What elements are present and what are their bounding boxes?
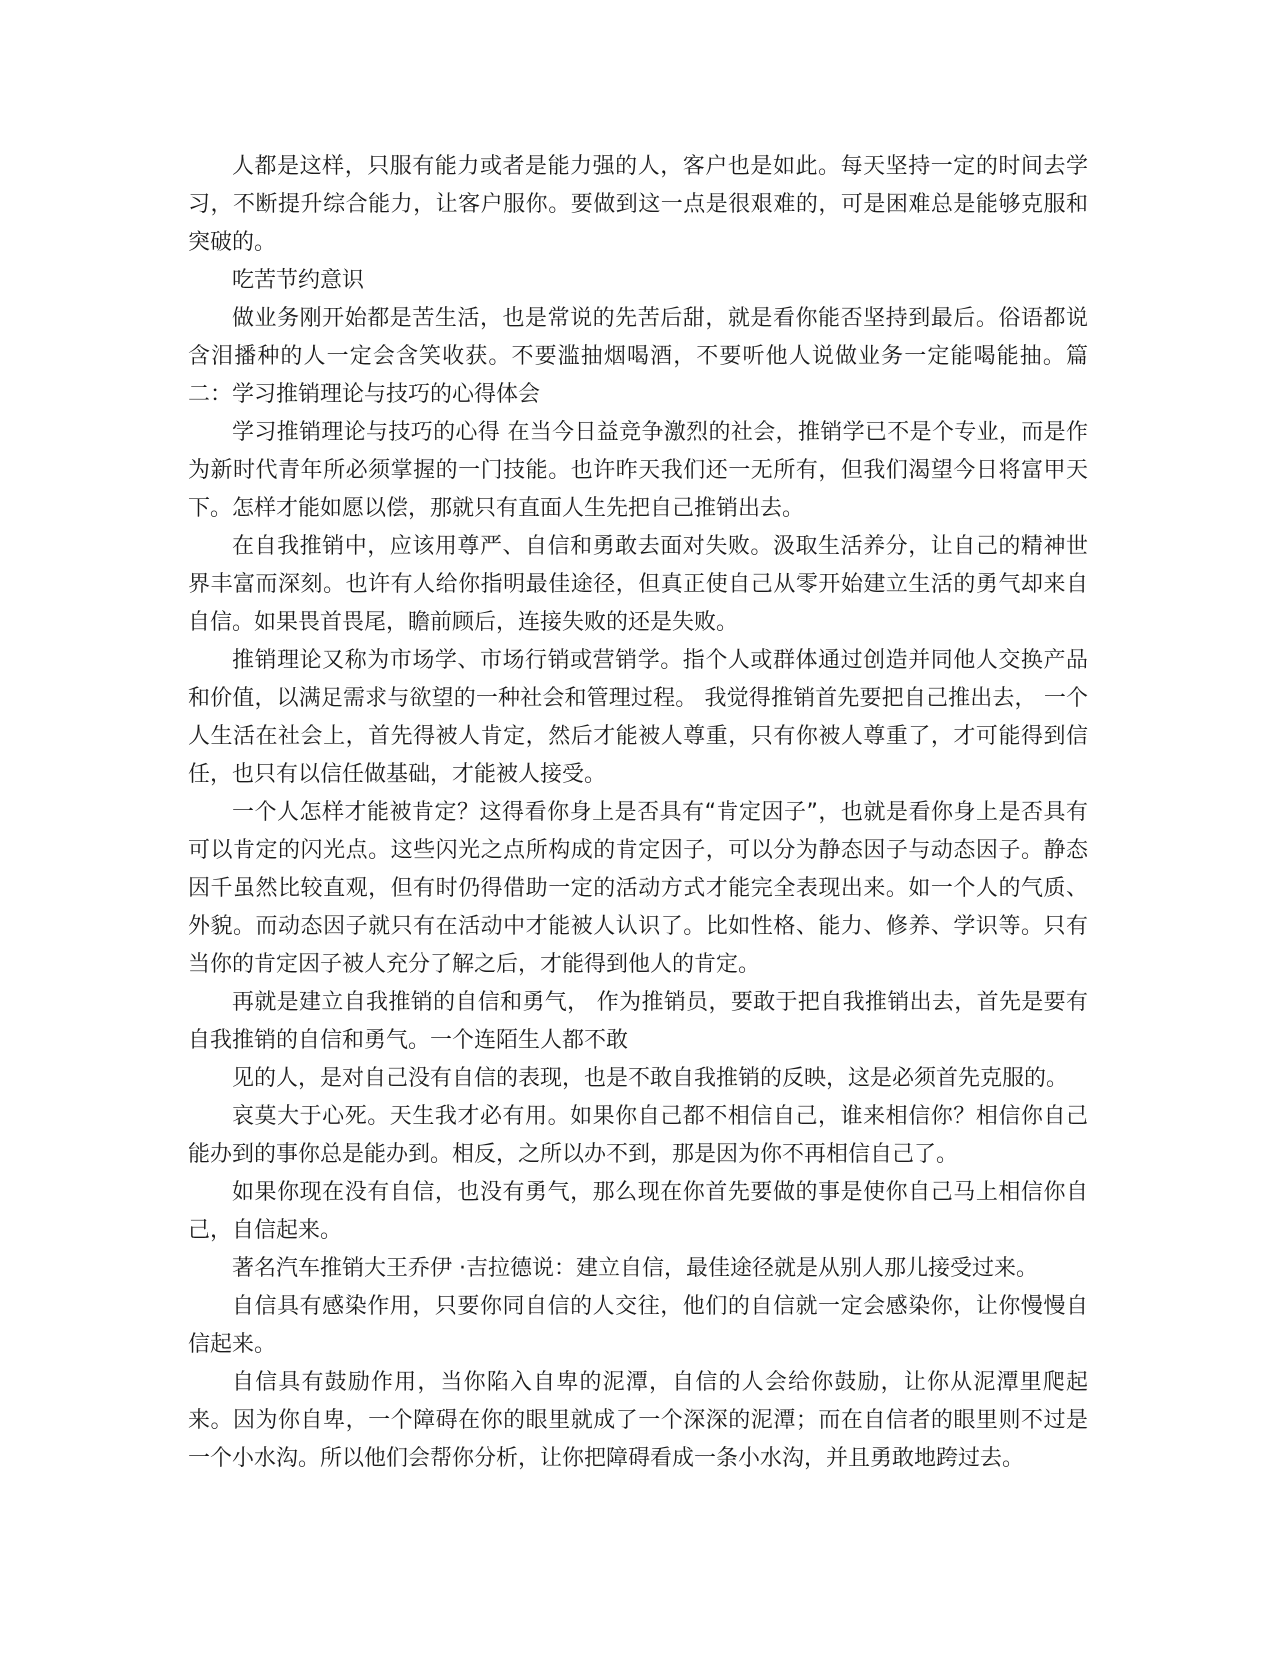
paragraph-10: 哀莫大于心死。天生我才必有用。如果你自己都不相信自己，谁来相信你？相信你自己能办到的事你总是能办到。相反，之所以办不到，那是因为你不再相信自己了。 xyxy=(188,1104,1088,1167)
paragraph-11: 如果你现在没有自信，也没有勇气，那么现在你首先要做的事是使你自己马上相信你自己，自信起来。 xyxy=(188,1180,1088,1243)
paragraph-13: 自信具有感染作用，只要你同自信的人交往，他们的自信就一定会感染你，让你慢慢自信起来。 xyxy=(188,1294,1088,1357)
paragraph-12: 著名汽车推销大王乔伊 ·吉拉德说：建立自信，最佳途径就是从别人那儿接受过来。 xyxy=(232,1256,1038,1281)
document-page xyxy=(188,148,1088,1478)
paragraph-heading-thrift: 吃苦节约意识 xyxy=(232,268,365,293)
paragraph-8: 再就是建立自我推销的自信和勇气， 作为推销员，要敢于把自我推销出去，首先是要有自我推销的自信和勇气。一个连陌生人都不敢 xyxy=(188,990,1088,1053)
paragraph-3: 做业务刚开始都是苦生活，也是常说的先苦后甜，就是看你能否坚持到最后。俗语都说含泪播种的人一定会含笑收获。不要滥抽烟喝酒，不要听他人说做业务一定能喝能抽。篇二：学习推销理论与技巧的心得体会 xyxy=(188,306,1088,407)
paragraph-4: 学习推销理论与技巧的心得 在当今日益竞争激烈的社会，推销学已不是个专业，而是作为新时代青年所必须掌握的一门技能。也许昨天我们还一无所有，但我们渴望今日将富甲天下。怎样才能如愿以偿，那就只有直面人生先把自己推销出去。 xyxy=(188,420,1088,521)
paragraph-5: 在自我推销中，应该用尊严、自信和勇敢去面对失败。汲取生活养分，让自己的精神世界丰富而深刻。也许有人给你指明最佳途径，但真正使自己从零开始建立生活的勇气却来自自信。如果畏首畏尾，瞻前顾后，连接失败的还是失败。 xyxy=(188,534,1088,635)
paragraph-14: 自信具有鼓励作用，当你陷入自卑的泥潭，自信的人会给你鼓励，让你从泥潭里爬起来。因为你自卑，一个障碍在你的眼里就成了一个深深的泥潭；而在自信者的眼里则不过是一个小水沟。所以他们会帮你分析，让你把障碍看成一条小水沟，并且勇敢地跨过去。 xyxy=(188,1370,1088,1471)
paragraph-1: 人都是这样，只服有能力或者是能力强的人，客户也是如此。每天坚持一定的时间去学习，不断提升综合能力，让客户服你。要做到这一点是很艰难的，可是困难总是能够克服和突破的。 xyxy=(188,154,1088,255)
paragraph-7: 一个人怎样才能被肯定？这得看你身上是否具有“肯定因子”，也就是看你身上是否具有可以肯定的闪光点。这些闪光之点所构成的肯定因子，可以分为静态因子与动态因子。静态因千虽然比较直观，但有时仍得借助一定的活动方式才能完全表现出来。如一个人的气质、外貌。而动态因子就只有在活动中才能被人认识了。比如性格、能力、修养、学识等。只有当你的肯定因子被人充分了解之后，才能得到他人的肯定。 xyxy=(188,800,1088,977)
paragraph-6: 推销理论又称为市场学、市场行销或营销学。指个人或群体通过创造并同他人交换产品和价值，以满足需求与欲望的一种社会和管理过程。 我觉得推销首先要把自己推出去， 一个人生活在社会上，首先得被人肯定，然后才能被人尊重，只有你被人尊重了，才可能得到信任，也只有以信任做基础，才能被人接受。 xyxy=(188,648,1088,787)
paragraph-9: 见的人，是对自己没有自信的表现，也是不敢自我推销的反映，这是必须首先克服的。 xyxy=(232,1066,1069,1091)
